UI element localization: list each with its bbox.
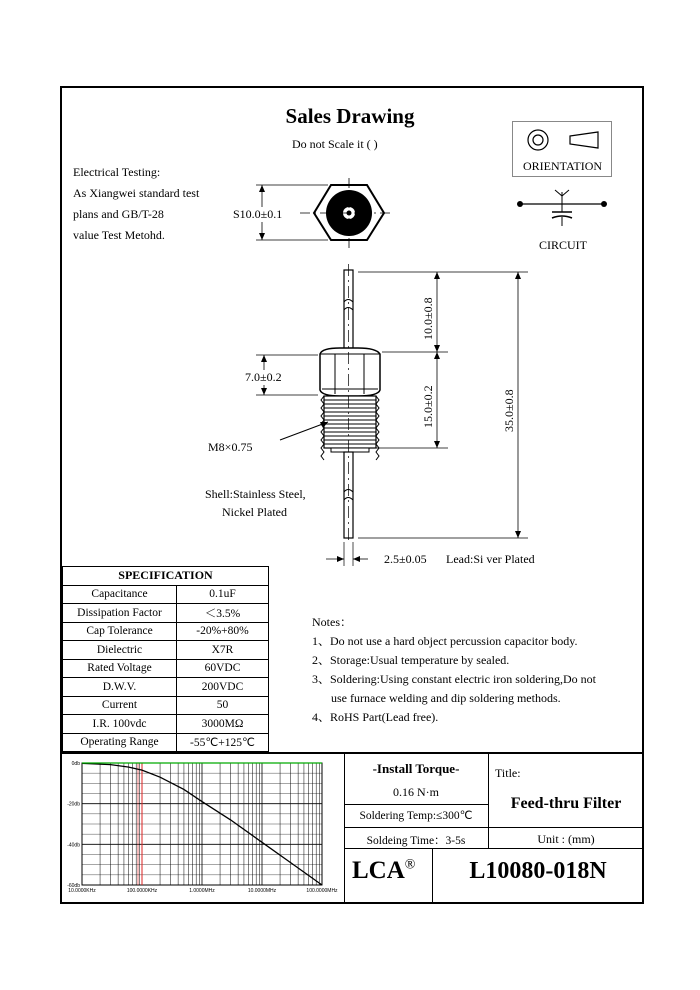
x-tick-label: 10.0000MHz <box>247 888 277 894</box>
spec-value: ＜3.5% <box>177 604 269 623</box>
body-dimension: 15.0±0.2 <box>421 385 435 428</box>
y-tick-label: -20db <box>67 801 80 808</box>
spec-name: I.R. 100vdc <box>63 715 177 734</box>
note-item: 1、Do not use a hard object percussion capacitor body. <box>312 634 578 648</box>
page-title: Sales Drawing <box>285 104 415 128</box>
electrical-line: Electrical Testing: <box>73 165 161 179</box>
torque-label: -Install Torque- <box>372 761 460 776</box>
spec-value: 0.1uF <box>177 585 269 604</box>
side-view <box>240 262 540 572</box>
spec-header: SPECIFICATION <box>63 567 269 586</box>
solder-temp: Soldering Temp:≤300℃ <box>359 810 473 822</box>
specification-table <box>62 566 269 752</box>
shell-material: Shell:Stainless Steel, <box>205 487 306 501</box>
total-length-dimension: 35.0±0.8 <box>502 389 516 432</box>
table-row <box>63 696 269 715</box>
note-item: 4、RoHS Part(Lead free). <box>312 710 439 724</box>
spec-value: -55℃+125℃ <box>177 733 269 752</box>
y-tick-label: -60db <box>67 883 80 889</box>
spec-value: 50 <box>177 696 269 715</box>
notes-heading: Notes： <box>312 615 352 629</box>
hex-height-dimension: 7.0±0.2 <box>245 370 282 384</box>
spec-name: Rated Voltage <box>63 659 177 678</box>
table-row <box>63 585 269 604</box>
solder-time: Soldeing Time：3-5s <box>366 835 466 847</box>
table-row <box>63 622 269 641</box>
table-row <box>63 715 269 734</box>
table-row <box>63 659 269 678</box>
electrical-line: value Test Metohd. <box>73 228 165 242</box>
divider <box>344 827 488 828</box>
orientation-label: ORIENTATION <box>523 159 603 173</box>
torque-value: 0.16 N·m <box>393 785 439 799</box>
table-row <box>63 733 269 752</box>
spec-name: Dielectric <box>63 641 177 660</box>
divider <box>344 848 644 849</box>
note-item: 2、Storage:Usual temperature by sealed. <box>312 653 510 667</box>
product-title: Feed-thru Filter <box>510 795 622 812</box>
spec-name: Dissipation Factor <box>63 604 177 623</box>
part-number: L10080-018N <box>469 858 607 884</box>
table-row <box>63 604 269 623</box>
hex-dimension: S10.0±0.1 <box>233 207 283 221</box>
y-tick-label: -40db <box>67 842 80 849</box>
brand-name: LCA <box>352 857 405 884</box>
divider <box>344 804 488 805</box>
x-tick-label: 100.0000MHz <box>306 888 338 894</box>
spec-name: Capacitance <box>63 585 177 604</box>
spec-value: 200VDC <box>177 678 269 697</box>
scale-note: Do not Scale it ( ) <box>292 137 378 151</box>
electrical-line: As Xiangwei standard test <box>73 186 200 200</box>
top-lead-dimension: 10.0±0.8 <box>421 297 435 340</box>
x-tick-label: 100.0000KHz <box>126 888 158 894</box>
electrical-line: plans and GB/T-28 <box>73 207 164 221</box>
x-tick-label: 10.0000KHz <box>68 888 96 894</box>
electrical-testing <box>73 162 223 246</box>
divider <box>488 827 644 828</box>
spec-value: X7R <box>177 641 269 660</box>
spec-name: Current <box>63 696 177 715</box>
unit: Unit : (mm) <box>537 832 595 846</box>
shell-plating: Nickel Plated <box>222 505 287 519</box>
y-tick-label: 0db <box>71 761 80 767</box>
x-tick-label: 1.0000MHz <box>189 888 215 894</box>
spec-value: -20%+80% <box>177 622 269 641</box>
spec-name: D.W.V. <box>63 678 177 697</box>
note-item: 3、Soldering:Using constant electric iron soldering,Do not <box>312 672 596 686</box>
insertion-loss-chart <box>62 755 344 902</box>
circuit-icon <box>512 186 612 236</box>
spec-name: Operating Range <box>63 733 177 752</box>
spec-value: 60VDC <box>177 659 269 678</box>
registered-mark: ® <box>404 857 416 873</box>
notes <box>312 613 596 727</box>
table-row <box>63 678 269 697</box>
title-label: Title: <box>495 766 521 780</box>
spec-name: Cap Tolerance <box>63 622 177 641</box>
brand-logo <box>352 857 415 885</box>
table-row <box>63 641 269 660</box>
thread-dimension: M8×0.75 <box>208 440 253 454</box>
lead-dia-dimension: 2.5±0.05 <box>384 552 427 566</box>
note-item: use furnace welding and dip soldering methods. <box>331 691 561 705</box>
circuit-label: CIRCUIT <box>539 238 587 252</box>
spec-value: 3000MΩ <box>177 715 269 734</box>
lead-note: Lead:Si ver Plated <box>446 552 535 566</box>
